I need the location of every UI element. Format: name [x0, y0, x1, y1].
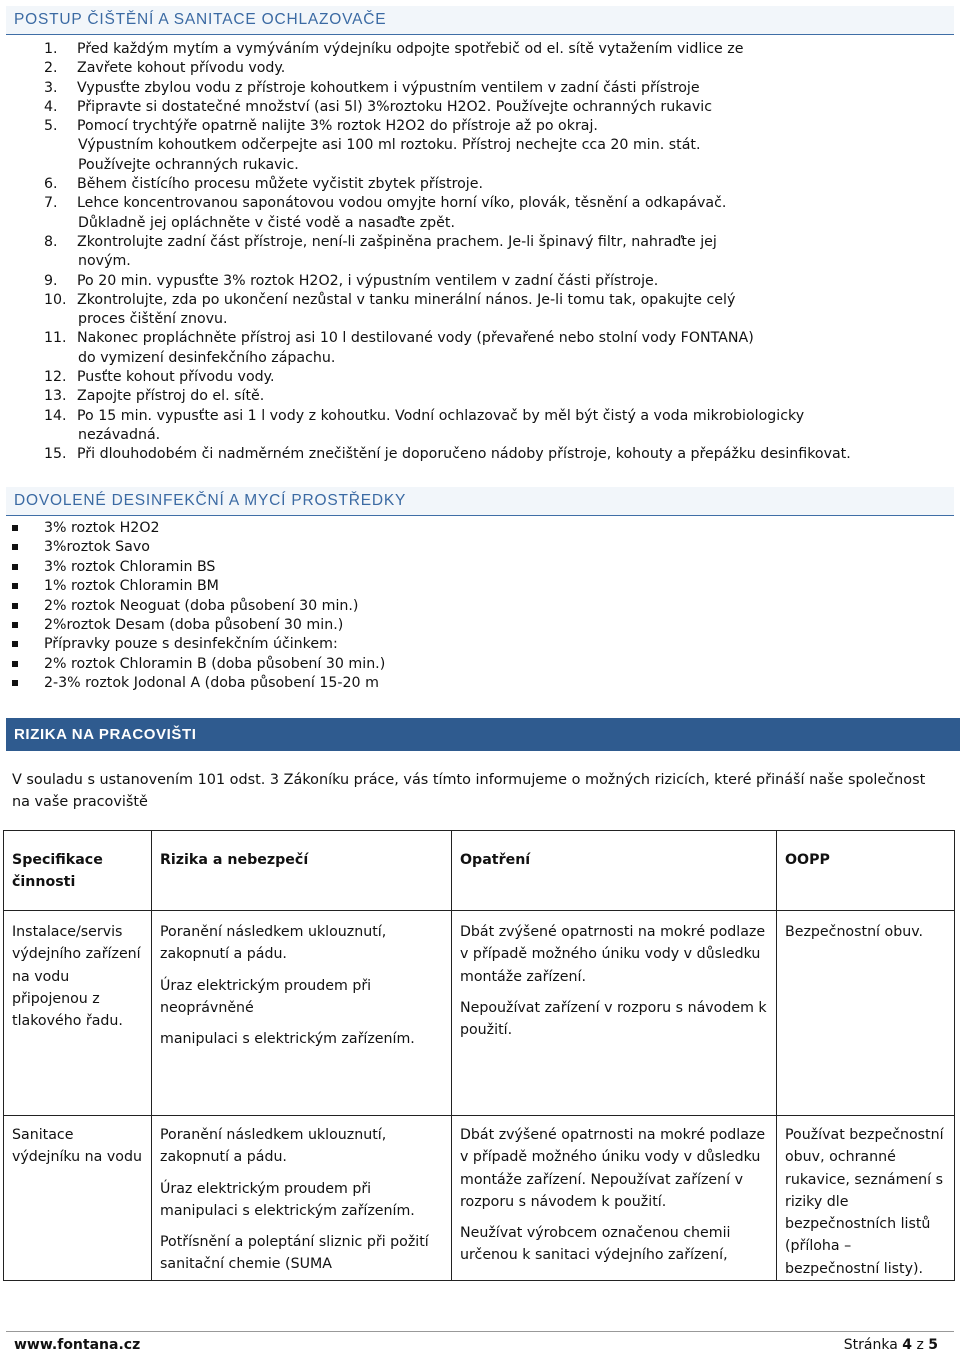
cell-paragraph: Poranění následkem uklouznutí, zakopnutí a pádu. — [160, 924, 387, 963]
step-item — [0, 233, 960, 252]
cell-paragraph: Sanitace výdejníku na vodu — [12, 1127, 142, 1166]
footer-page-number — [844, 1337, 938, 1353]
risks-intro-text: V souladu s ustanovením 101 odst. 3 Zákoníku práce, vás tímto informujeme o možných rizicích, které přináší naše společnost na vaše pracoviště — [12, 772, 926, 810]
step-text: Před každým mytím a vymýváním výdejníku odpojte spotřebič od el. sítě vytažením vidlice ze — [77, 41, 744, 57]
page-current: 4 — [902, 1337, 912, 1353]
disinfectant-text: 2-3% roztok Jodonal A (doba působení 15-20 m — [44, 675, 379, 692]
step-item — [0, 445, 960, 464]
step-item — [0, 407, 960, 426]
section-header-risks — [6, 718, 960, 751]
cell-paragraph: Dbát zvýšené opatrnosti na mokré podlaze v případě možného úniku vody v důsledku montáže zařízení. — [460, 924, 766, 985]
footer-website: www.fontana.cz — [14, 1337, 141, 1353]
step-text: nezávadná. — [78, 426, 161, 443]
disinfectant-item — [0, 655, 385, 674]
cell-measures — [452, 1116, 777, 1281]
cell-activity — [4, 911, 152, 1116]
cell-paragraph: Instalace/servis výdejního zařízení na vodu připojenou z tlakového řadu. — [12, 924, 141, 1030]
cell-risks — [152, 911, 452, 1116]
step-item — [0, 387, 960, 406]
step-continuation-line — [0, 252, 960, 271]
step-item — [0, 272, 960, 291]
step-item — [0, 175, 960, 194]
step-number: 2. — [44, 60, 58, 77]
step-text: Zavřete kohout přívodu vody. — [77, 60, 286, 77]
step-number: 14. — [44, 407, 67, 424]
step-continuation-line — [0, 136, 960, 155]
disinfectant-text: Přípravky pouze s desinfekčním účinkem: — [44, 636, 338, 653]
step-text: Připravte si dostatečné množství (asi 5l) 3%roztoku H2O2. Používejte ochranných rukavic — [77, 98, 713, 115]
step-continuation-line — [0, 214, 960, 233]
bullet-square-icon — [12, 564, 18, 570]
step-item — [0, 117, 960, 136]
step-item — [0, 79, 960, 98]
step-text: Během čistícího procesu můžete vyčistit zbytek přístroje. — [77, 176, 483, 193]
disinfectant-text: 3% roztok Chloramin BS — [44, 558, 216, 575]
section-title-disinfectants: DOVOLENÉ DESINFEKČNÍ A MYCÍ PROSTŘEDKY — [14, 492, 407, 509]
step-number: 9. — [44, 272, 58, 289]
disinfectant-text: 2%roztok Desam (doba působení 30 min.) — [44, 617, 344, 634]
step-number: 1. — [44, 41, 58, 57]
cell-paragraph: Dbát zvýšené opatrnosti na mokré podlaze v případě možného úniku vody v důsledku montáže zařízení. Nepoužívat zařízení v rozporu s návodem k použití. — [460, 1127, 766, 1210]
step-item — [0, 368, 960, 387]
step-text: Zkontrolujte zadní část přístroje, není-li zašpiněna prachem. Je-li špinavý filtr, nahraďte jej — [77, 233, 717, 250]
step-text: Lehce koncentrovanou saponátovou vodou omyjte horní víko, plovák, těsnění a odkapávač. — [77, 195, 727, 212]
step-number: 12. — [44, 369, 67, 386]
cell-paragraph: Používat bezpečnostní obuv, ochranné rukavice, seznámení s riziky dle bezpečnostních listů (příloha – bezpečnostní listy). — [785, 1127, 944, 1277]
step-number: 10. — [44, 291, 67, 308]
step-number: 8. — [44, 233, 58, 250]
risk-table-row — [4, 911, 955, 1116]
disinfectant-item — [0, 558, 385, 577]
bullet-square-icon — [12, 525, 18, 531]
cell-measures — [452, 911, 777, 1116]
disinfectant-item — [0, 635, 385, 654]
step-item — [0, 194, 960, 213]
step-text: do vymizení desinfekčního zápachu. — [78, 349, 336, 366]
cell-paragraph: Neužívat výrobcem označenou chemii určenou k sanitaci výdejního zařízení, — [460, 1225, 731, 1264]
step-text: novým. — [78, 253, 131, 270]
page-label: Stránka — [843, 1337, 898, 1353]
risk-table-header-row — [4, 831, 955, 911]
cleaning-steps-list — [0, 40, 960, 465]
section-title-cleaning: POSTUP ČIŠTĚNÍ A SANITACE OCHLAZOVAČE — [14, 11, 387, 28]
step-text: Pusťte kohout přívodu vody. — [77, 369, 275, 386]
cell-paragraph: Bezpečnostní obuv. — [785, 924, 923, 940]
disinfectant-item — [0, 616, 385, 635]
cell-activity — [4, 1116, 152, 1281]
step-continuation-line — [0, 349, 960, 368]
cell-paragraph: Poranění následkem uklouznutí, zakopnutí a pádu. — [160, 1127, 387, 1166]
disinfectant-text: 1% roztok Chloramin BM — [44, 578, 219, 595]
step-text: Pomocí trychtýře opatrně nalijte 3% roztok H2O2 do přístroje až po okraj. — [77, 118, 598, 135]
step-text: Důkladně jej opláchněte v čisté vodě a nasaďte zpět. — [78, 214, 455, 231]
header-ppe: OOPP — [777, 831, 955, 911]
step-text: Používejte ochranných rukavic. — [78, 156, 299, 173]
header-measures: Opatření — [452, 831, 777, 911]
disinfectant-text: 2% roztok Neoguat (doba působení 30 min.) — [44, 597, 359, 614]
footer-divider — [6, 1331, 954, 1332]
step-number: 3. — [44, 79, 58, 96]
bullet-square-icon — [12, 641, 18, 647]
step-number: 15. — [44, 446, 67, 463]
section-title-risks: RIZIKA NA PRACOVIŠTI — [14, 726, 197, 743]
step-continuation-line — [0, 426, 960, 445]
step-number: 4. — [44, 98, 58, 115]
bullet-square-icon — [12, 622, 18, 628]
step-continuation-line — [0, 310, 960, 329]
cell-risks — [152, 1116, 452, 1281]
bullet-square-icon — [12, 661, 18, 667]
header-activity: Specifikace činnosti — [4, 831, 152, 911]
step-text: Po 15 min. vypusťte asi 1 l vody z kohoutku. Vodní ochlazovač by měl být čistý a voda mikrobiologicky — [77, 407, 805, 424]
bullet-square-icon — [12, 583, 18, 589]
step-continuation-line — [0, 156, 960, 175]
page-separator: z — [916, 1337, 924, 1353]
bullet-square-icon — [12, 544, 18, 550]
step-number: 5. — [44, 118, 58, 135]
step-text: Po 20 min. vypusťte 3% roztok H2O2, i výpustním ventilem v zadní části přístroje. — [77, 272, 659, 289]
step-number: 13. — [44, 388, 67, 405]
step-text: Zapojte přístroj do el. sítě. — [77, 388, 265, 405]
step-text: Při dlouhodobém či nadměrném znečištění je doporučeno nádoby přístroje, kohouty a přepážku desinfikovat. — [77, 446, 851, 463]
disinfectant-item — [0, 519, 385, 538]
section-header-cleaning — [6, 6, 954, 35]
step-item — [0, 291, 960, 310]
page-total: 5 — [928, 1337, 938, 1353]
bullet-square-icon — [12, 603, 18, 609]
cell-ppe — [777, 1116, 955, 1281]
risk-table — [3, 830, 955, 1281]
step-item — [0, 59, 960, 78]
section-header-disinfectants — [6, 487, 954, 516]
step-text: Nakonec propláchněte přístroj asi 10 l destilované vody (převařené nebo stolní vody FONTANA) — [77, 330, 754, 347]
step-item — [0, 329, 960, 348]
step-text: proces čištění znovu. — [78, 311, 228, 328]
step-text: Vypusťte zbylou vodu z přístroje kohoutkem i výpustním ventilem v zadní části přístroje — [77, 79, 700, 96]
disinfectant-text: 2% roztok Chloramin B (doba působení 30 min.) — [44, 655, 386, 672]
disinfectant-text: 3%roztok Savo — [44, 539, 150, 556]
disinfectant-item — [0, 674, 385, 693]
step-number: 6. — [44, 176, 58, 193]
header-risks: Rizika a nebezpečí — [152, 831, 452, 911]
cell-paragraph: manipulaci s elektrickým zařízením. — [160, 1031, 415, 1048]
disinfectant-item — [0, 597, 385, 616]
cell-paragraph: Nepoužívat zařízení v rozporu s návodem k použití. — [460, 999, 767, 1039]
disinfectants-list — [0, 519, 385, 694]
disinfectant-item — [0, 538, 385, 557]
step-item — [0, 98, 960, 117]
risk-table-row — [4, 1116, 955, 1281]
step-item — [0, 40, 960, 59]
bullet-square-icon — [12, 680, 18, 686]
cell-ppe — [777, 911, 955, 1116]
cell-paragraph: Potřísnění a poleptání sliznic při požití sanitační chemie (SUMA — [160, 1234, 429, 1273]
disinfectant-item — [0, 577, 385, 596]
cell-paragraph: Úraz elektrickým proudem při neoprávněné — [160, 977, 372, 1016]
disinfectant-text: 3% roztok H2O2 — [44, 520, 160, 536]
cell-paragraph: Úraz elektrickým proudem při manipulaci s elektrickým zařízením. — [160, 1180, 415, 1219]
step-text: Výpustním kohoutkem odčerpejte asi 100 ml roztoku. Přístroj nechejte cca 20 min. stát. — [78, 137, 701, 154]
step-text: Zkontrolujte, zda po ukončení nezůstal v tanku minerální nános. Je-li tomu tak, opakujte celý — [77, 291, 736, 308]
step-number: 7. — [44, 195, 58, 212]
step-number: 11. — [44, 330, 67, 347]
